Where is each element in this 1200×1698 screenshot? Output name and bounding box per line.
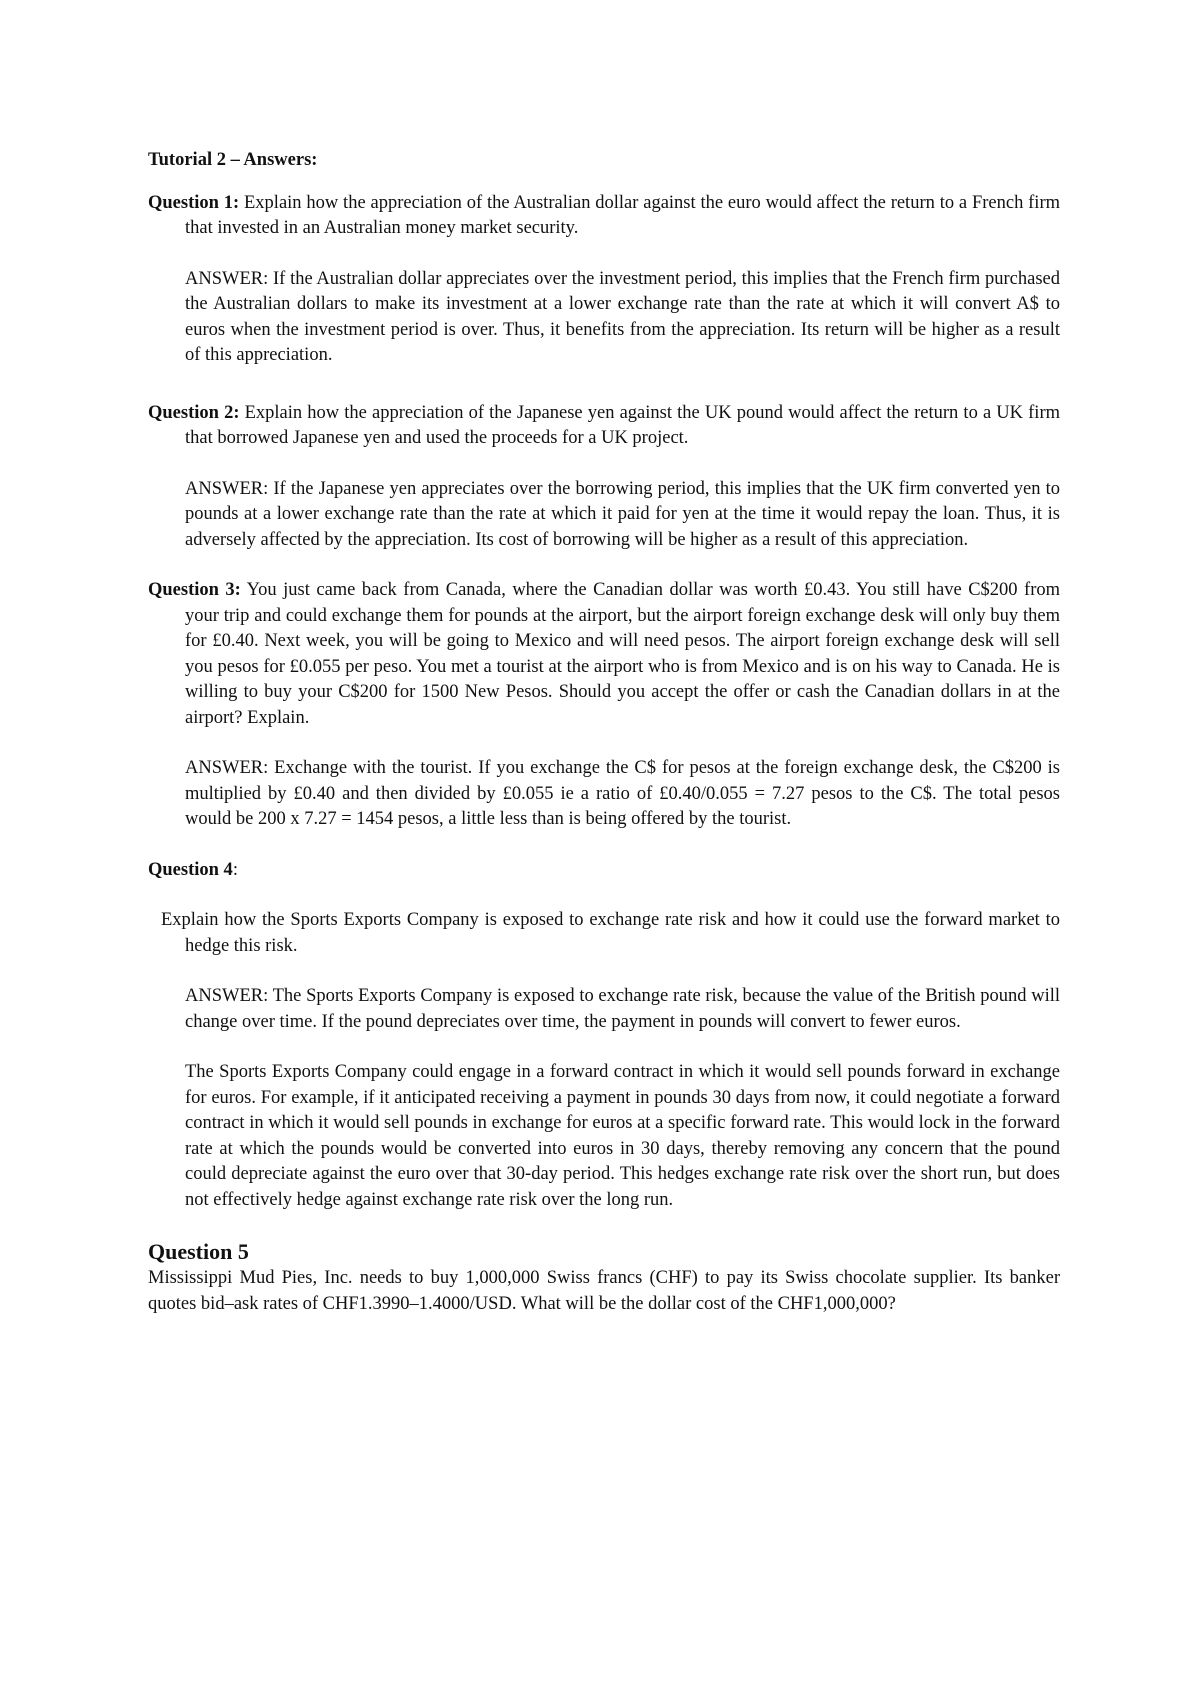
question-2 xyxy=(148,401,1060,452)
question-2-label: Question 2: xyxy=(148,402,240,423)
question-4-colon: : xyxy=(232,859,238,880)
question-4-label: Question 4 xyxy=(148,859,233,880)
question-4-heading xyxy=(148,858,1060,884)
question-1-text: Explain how the appreciation of the Australian dollar against the euro would affect the return to a French firm that invested in an Australian money market security. xyxy=(185,192,1060,238)
answer-3: ANSWER: Exchange with the tourist. If you exchange the C$ for pesos at the foreign exchange desk, the C$200 is multiplied by £0.40 and then divided by £0.055 ie a ratio of £0.40/0.055 = 7.27 pesos to the C$. The total pesos would be 200 x 7.27 = 1454 pesos, a little less than is being offered by the tourist. xyxy=(185,758,1060,829)
answer-2: ANSWER: If the Japanese yen appreciates over the borrowing period, this implies that the UK firm converted yen to pounds at a lower exchange rate than the rate at which it paid for yen at the time it would repay the loan. Thus, it is adversely affected by the appreciation. Its cost of borrowing will be higher as a result of this appreciation. xyxy=(185,478,1060,550)
answer-1: ANSWER: If the Australian dollar appreciates over the investment period, this implies that the French firm purchased the Australian dollars to make its investment at a lower exchange rate than the rate at which it will convert A$ to euros when the investment period is over. Thus, it benefits from the appreciation. Its return will be higher as a result of this appreciation. xyxy=(185,268,1060,365)
page-title: Tutorial 2 – Answers: xyxy=(148,150,318,170)
question-1-label: Question 1: xyxy=(148,192,240,213)
question-3 xyxy=(148,578,1060,731)
answer-4b: The Sports Exports Company could engage in a forward contract in which it would sell pounds forward in exchange for euros. For example, if it anticipated receiving a payment in pounds 30 days from now, it could negotiate a forward contract in which it would sell pounds in exchange for euros at a specific forward rate. This would lock in the forward rate at which the pounds would be converted into euros in 30 days, thereby removing any concern that the pound could depreciate against the euro over that 30-day period. This hedges exchange rate risk over the short run, but does not effectively hedge against exchange rate risk over the long run. xyxy=(185,1062,1060,1210)
question-3-label: Question 3: xyxy=(148,580,241,600)
answer-4a: ANSWER: The Sports Exports Company is exposed to exchange rate risk, because the value of the British pound will change over time. If the pound depreciates over time, the payment in pounds will convert to fewer euros. xyxy=(185,986,1060,1032)
question-4-text: Explain how the Sports Exports Company is exposed to exchange rate risk and how it could use the forward market to hedge this risk. xyxy=(161,910,1060,956)
question-1 xyxy=(148,191,1060,242)
question-5-text: Mississippi Mud Pies, Inc. needs to buy 1,000,000 Swiss francs (CHF) to pay its Swiss chocolate supplier. Its banker quotes bid–ask rates of CHF1.3990–1.4000/USD. What will be the dollar cost of the CHF1,000,000? xyxy=(148,1268,1060,1314)
question-2-text: Explain how the appreciation of the Japanese yen against the UK pound would affect the return to a UK firm that borrowed Japanese yen and used the proceeds for a UK project. xyxy=(185,402,1061,448)
document-page xyxy=(148,148,1060,1317)
question-3-text: You just came back from Canada, where the Canadian dollar was worth £0.43. You still have C$200 from your trip and could exchange them for pounds at the airport, but the airport foreign exchange desk will only buy them for £0.40. Next week, you will be going to Mexico and will need pesos. The airport foreign exchange desk will sell you pesos for £0.055 per peso. You met a tourist at the airport who is from Mexico and is on his way to Canada. He is willing to buy your C$200 for 1500 New Pesos. Should you accept the offer or cash the Canadian dollars in at the airport? Explain. xyxy=(185,580,1061,728)
question-5-title: Question 5 xyxy=(148,1239,249,1264)
